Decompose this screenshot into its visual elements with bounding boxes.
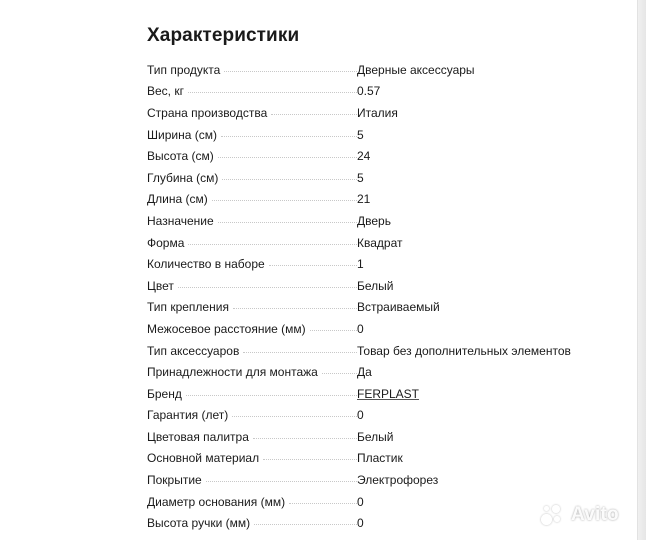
- spec-label-cell: [147, 106, 357, 120]
- spec-label: Длина (см): [147, 192, 208, 207]
- spec-label: Вес, кг: [147, 84, 184, 99]
- spec-label-cell: [147, 430, 357, 444]
- spec-label: Диаметр основания (мм): [147, 494, 286, 509]
- spec-label: Тип крепления: [147, 300, 229, 315]
- spec-label: Покрытие: [147, 473, 202, 488]
- dotted-leader: [263, 459, 357, 460]
- dotted-leader: [212, 200, 357, 201]
- spec-label-cell: [147, 408, 357, 422]
- spec-label: Основной материал: [147, 451, 260, 466]
- spec-label: Страна производства: [147, 105, 268, 120]
- spec-row: [147, 297, 627, 319]
- specs-list: [147, 59, 627, 534]
- avito-dots-logo-icon: [539, 502, 565, 528]
- spec-row: [147, 145, 627, 167]
- spec-label: Цветовая палитра: [147, 429, 249, 444]
- dotted-leader: [221, 136, 357, 137]
- dotted-leader: [218, 157, 357, 158]
- avito-watermark: [539, 502, 619, 528]
- spec-value: Дверь: [357, 213, 391, 228]
- dotted-leader: [243, 352, 357, 353]
- spec-label: Гарантия (лет): [147, 408, 229, 423]
- spec-label-cell: [147, 149, 357, 163]
- spec-label: Высота (см): [147, 149, 214, 164]
- spec-label-cell: [147, 171, 357, 185]
- dotted-leader: [178, 287, 357, 288]
- dotted-leader: [186, 395, 357, 396]
- spec-value: Товар без дополнительных элементов: [357, 343, 571, 358]
- spec-row: [147, 405, 627, 427]
- spec-label: Тип продукта: [147, 62, 221, 77]
- spec-value: 0: [357, 321, 364, 336]
- spec-label-cell: [147, 322, 357, 336]
- spec-value: 0.57: [357, 84, 381, 99]
- spec-row: [147, 81, 627, 103]
- spec-label: Тип аксессуаров: [147, 343, 240, 358]
- spec-row: [147, 448, 627, 470]
- spec-value: Электрофорез: [357, 473, 439, 488]
- spec-label: Ширина (см): [147, 127, 217, 142]
- dotted-leader: [310, 330, 357, 331]
- spec-value: 24: [357, 149, 371, 164]
- spec-row: [147, 383, 627, 405]
- spec-label-cell: [147, 365, 357, 379]
- section-title: Характеристики: [147, 25, 300, 46]
- spec-value: 5: [357, 170, 364, 185]
- scrollbar-edge[interactable]: [637, 0, 646, 540]
- spec-label-cell: [147, 214, 357, 228]
- spec-label: Межосевое расстояние (мм): [147, 321, 306, 336]
- spec-row: [147, 318, 627, 340]
- dotted-leader: [232, 416, 357, 417]
- spec-value: Дверные аксессуары: [357, 62, 475, 77]
- spec-label-cell: [147, 279, 357, 293]
- dotted-leader: [322, 373, 357, 374]
- dotted-leader: [233, 308, 357, 309]
- spec-value: Италия: [357, 105, 398, 120]
- spec-value: 5: [357, 127, 364, 142]
- spec-row: [147, 253, 627, 275]
- spec-row: [147, 361, 627, 383]
- dotted-leader: [206, 481, 357, 482]
- spec-row: [147, 167, 627, 189]
- spec-value: 0: [357, 408, 364, 423]
- spec-row: [147, 124, 627, 146]
- spec-row: [147, 210, 627, 232]
- spec-label-cell: [147, 473, 357, 487]
- brand-link[interactable]: FERPLAST: [357, 386, 420, 401]
- spec-row: [147, 426, 627, 448]
- spec-label-cell: [147, 451, 357, 465]
- spec-value: 0: [357, 516, 364, 531]
- spec-label-cell: [147, 495, 357, 509]
- dotted-leader: [188, 244, 357, 245]
- spec-label-cell: [147, 300, 357, 314]
- spec-label: Количество в наборе: [147, 257, 265, 272]
- spec-label-cell: [147, 257, 357, 271]
- spec-value: Пластик: [357, 451, 403, 466]
- spec-label: Высота ручки (мм): [147, 516, 251, 531]
- spec-row: [147, 340, 627, 362]
- spec-label-cell: [147, 387, 357, 401]
- spec-label-cell: [147, 344, 357, 358]
- spec-value: Белый: [357, 429, 394, 444]
- spec-label-cell: [147, 192, 357, 206]
- dotted-leader: [254, 524, 357, 525]
- dotted-leader: [253, 438, 357, 439]
- dotted-leader: [188, 92, 357, 93]
- spec-row: [147, 469, 627, 491]
- spec-row: [147, 275, 627, 297]
- spec-row: [147, 189, 627, 211]
- spec-value: Белый: [357, 278, 394, 293]
- dotted-leader: [269, 265, 357, 266]
- dotted-leader: [222, 179, 357, 180]
- spec-value: 21: [357, 192, 371, 207]
- spec-label: Цвет: [147, 278, 174, 293]
- spec-value: Встраиваемый: [357, 300, 440, 315]
- spec-label-cell: [147, 516, 357, 530]
- spec-label-cell: [147, 236, 357, 250]
- dotted-leader: [218, 222, 357, 223]
- spec-value: 1: [357, 257, 364, 272]
- spec-row: [147, 59, 627, 81]
- spec-label: Форма: [147, 235, 185, 250]
- spec-label: Назначение: [147, 213, 214, 228]
- spec-label: Принадлежности для монтажа: [147, 365, 318, 380]
- spec-label-cell: [147, 84, 357, 98]
- spec-label: Глубина (см): [147, 170, 219, 185]
- spec-value: 0: [357, 494, 364, 509]
- spec-label-cell: [147, 128, 357, 142]
- avito-watermark-text: Avito: [571, 504, 619, 525]
- spec-row: [147, 102, 627, 124]
- spec-label-cell: [147, 63, 357, 77]
- dotted-leader: [271, 114, 357, 115]
- spec-value: Да: [357, 365, 372, 380]
- spec-value: Квадрат: [357, 235, 403, 250]
- dotted-leader: [224, 71, 357, 72]
- spec-label: Бренд: [147, 386, 182, 401]
- dotted-leader: [289, 503, 357, 504]
- spec-row: [147, 232, 627, 254]
